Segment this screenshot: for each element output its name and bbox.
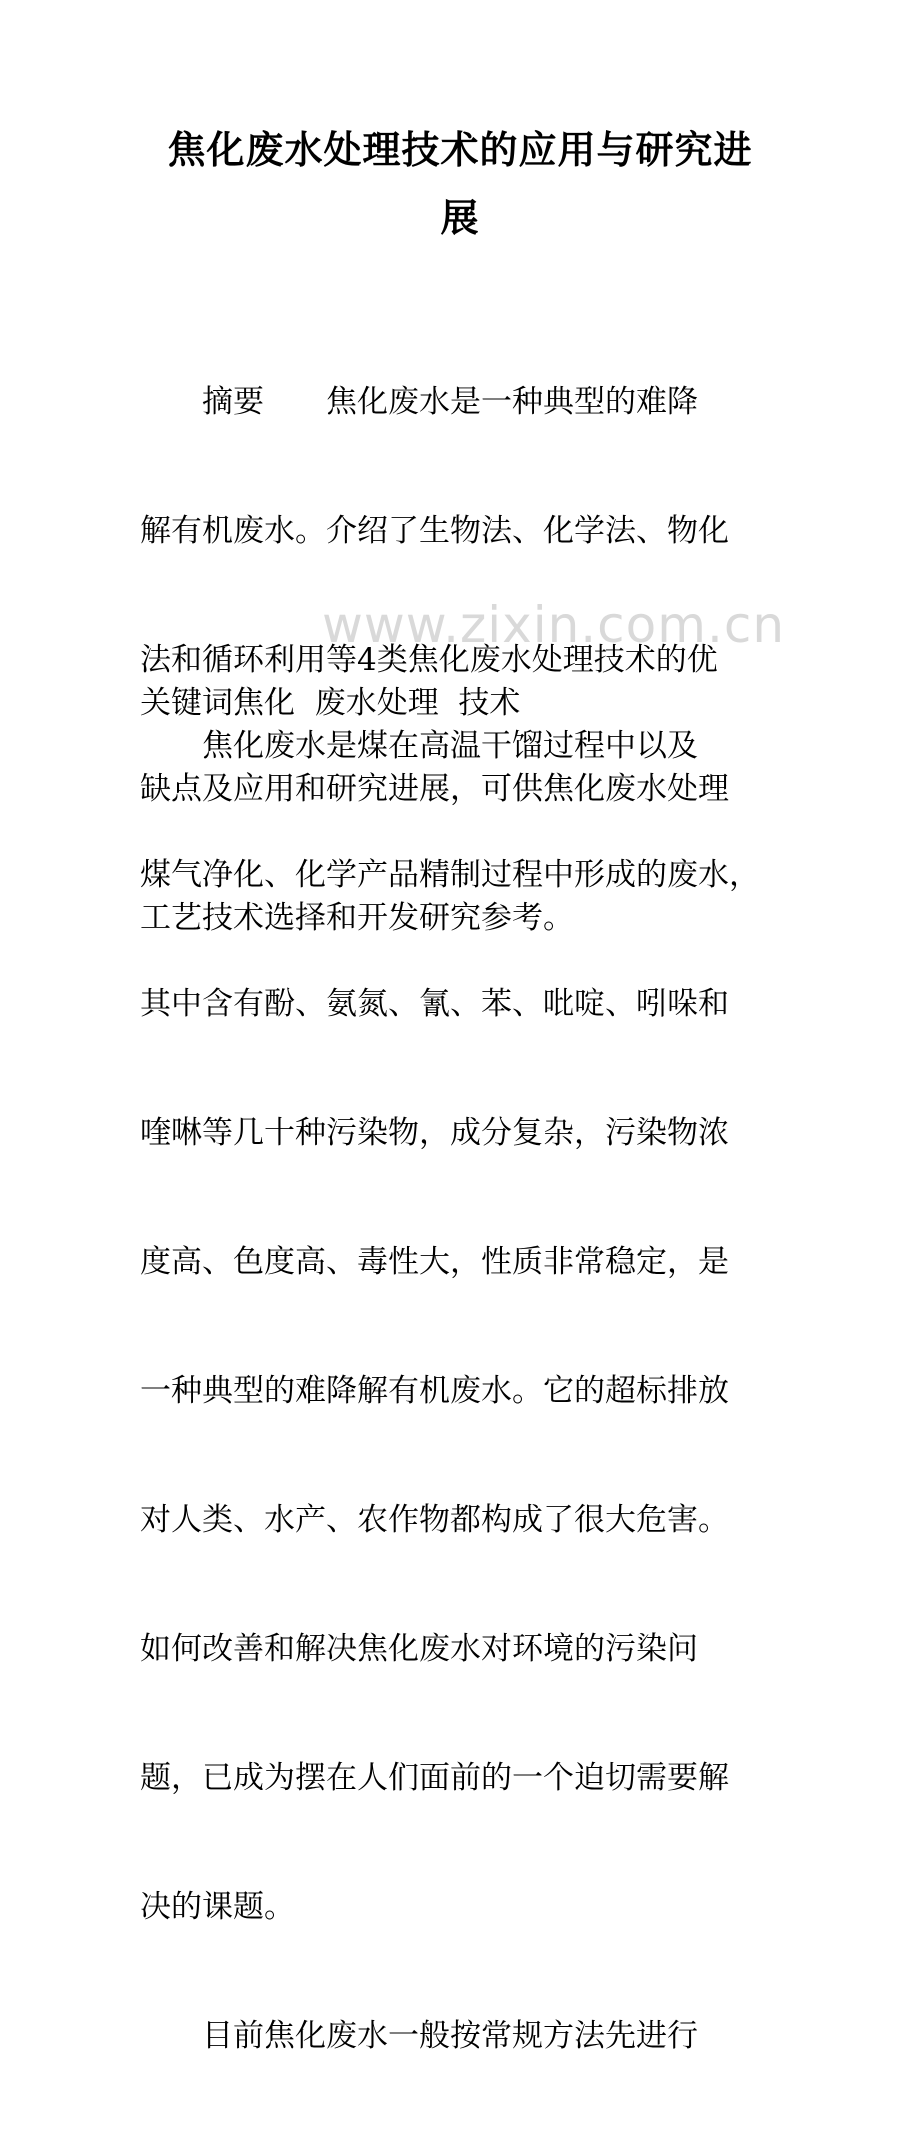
body-line: 焦化废水是煤在高温干馏过程中以及 (140, 728, 698, 764)
abstract-line: 缺点及应用和研究进展，可供焦化废水处理 (140, 771, 729, 807)
body-paragraph (140, 639, 790, 2144)
abstract-line: 解有机废水。介绍了生物法、化学法、物化 (140, 513, 729, 549)
body-line: 喹啉等几十种污染物，成分复杂，污染物浓 (140, 1115, 729, 1151)
body-line: 对人类、水产、农作物都构成了很大危害。 (140, 1502, 729, 1538)
body-line: 题，已成为摆在人们面前的一个迫切需要解 (140, 1760, 729, 1796)
title-line-1: 焦化废水处理技术的应用与研究进 (167, 127, 753, 172)
document-title (140, 116, 780, 252)
keywords-text: 关键词焦化 废水处理 技术 (140, 685, 521, 721)
title-line-2: 展 (440, 195, 480, 240)
body-line: 目前焦化废水一般按常规方法先进行 (140, 2018, 698, 2054)
watermark: www.zixin.com.cn (322, 596, 786, 654)
body-line: 如何改善和解决焦化废水对环境的污染问 (140, 1631, 698, 1667)
body-line: 一种典型的难降解有机废水。它的超标排放 (140, 1373, 729, 1409)
body-line: 决的课题。 (140, 1889, 295, 1925)
abstract-line: 法和循环利用等4类焦化废水处理技术的优 (140, 642, 718, 678)
body-line: 度高、色度高、毒性大，性质非常稳定，是 (140, 1244, 729, 1280)
body-line: 煤气净化、化学产品精制过程中形成的废水， (140, 857, 760, 893)
abstract-line: 摘要 焦化废水是一种典型的难降 (140, 384, 698, 420)
abstract-line: 工艺技术选择和开发研究参考。 (140, 900, 574, 936)
body-line: 其中含有酚、氨氮、氰、苯、吡啶、吲哚和 (140, 986, 729, 1022)
